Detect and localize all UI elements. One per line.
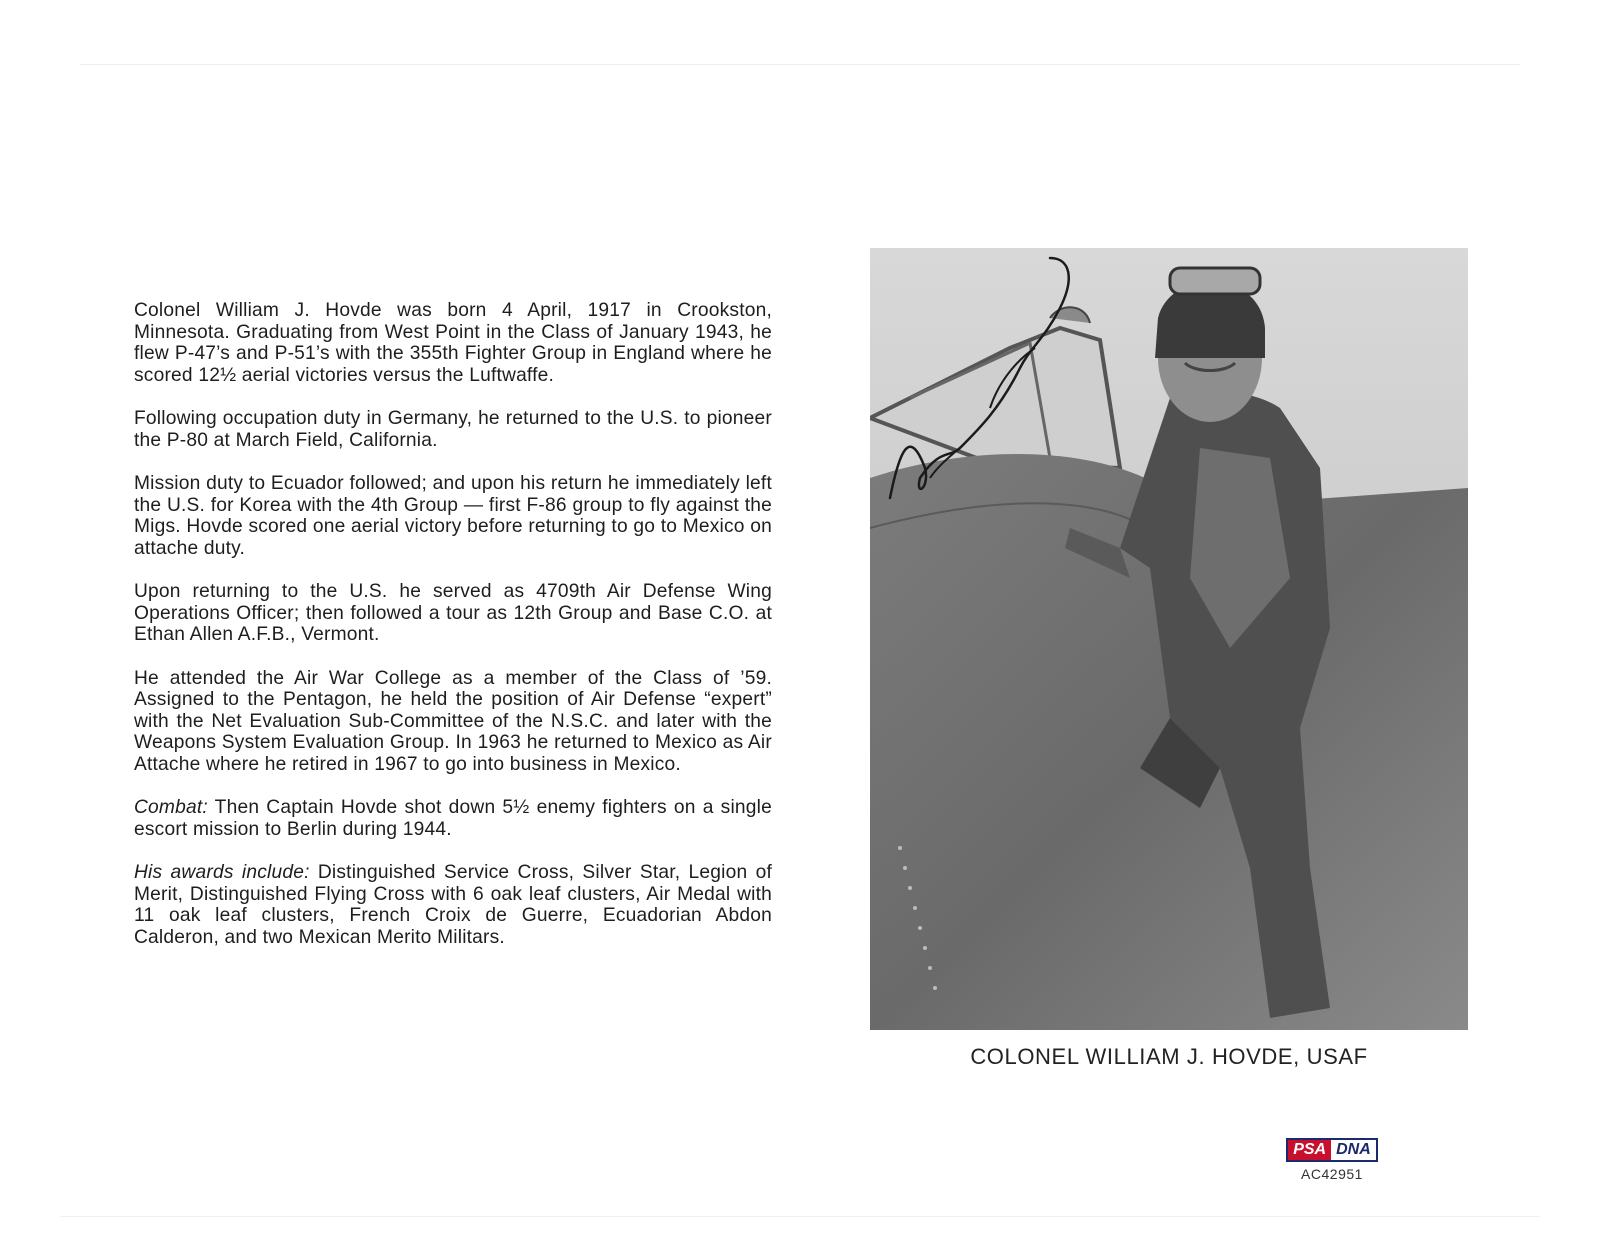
bio-paragraph-korea: Mission duty to Ecuador followed; and upon his return he immediately left the U.S. for Korea with the 4th Group — first F-86 group to fly against the Migs. Hovde scored one aerial victory before returning to go to Mexico on attache duty.	[134, 473, 772, 559]
awards-lead: His awards include:	[134, 862, 310, 883]
authentication-sticker	[1282, 1138, 1382, 1182]
bio-paragraph-birth: Colonel William J. Hovde was born 4 April, 1917 in Crookston, Minnesota. Graduating from West Point in the Class of January 1943, he flew P-47’s and P-51’s with the 355th Fighter Group in England where he scored 12½ aerial victories versus the Luftwaffe.	[134, 300, 772, 386]
photo-caption: COLONEL WILLIAM J. HOVDE, USAF	[970, 1044, 1368, 1069]
bio-paragraph-combat	[134, 797, 772, 840]
pilot-photo-illustration	[870, 248, 1468, 1030]
combat-lead: Combat:	[134, 797, 208, 818]
logo-left-text: PSA	[1288, 1140, 1331, 1160]
logo-right-text: DNA	[1331, 1140, 1376, 1160]
awards-text: Distinguished Service Cross, Silver Star, Legion of Merit, Distinguished Flying Cross with 6 oak leaf clusters, Air Medal with 11 oak leaf clusters, French Croix de Guerre, Ecuadorian Abdon Calderon, and two Mexican Merito Militars.	[134, 862, 773, 948]
bottom-divider	[60, 1216, 1540, 1217]
top-divider	[80, 64, 1520, 65]
combat-text: Then Captain Hovde shot down 5½ enemy fighters on a single escort mission to Berlin during 1944.	[134, 797, 772, 840]
bio-paragraph-air-defense: Upon returning to the U.S. he served as 4709th Air Defense Wing Operations Officer; then followed a tour as 12th Group and Base C.O. at Ethan Allen A.F.B., Vermont.	[134, 581, 772, 645]
authentication-number: AC42951	[1301, 1166, 1363, 1182]
biography-text	[134, 300, 772, 970]
bio-paragraph-occupation: Following occupation duty in Germany, he returned to the U.S. to pioneer the P-80 at March Field, California.	[134, 408, 772, 451]
psa-dna-logo	[1286, 1138, 1378, 1162]
bio-paragraph-pentagon: He attended the Air War College as a member of the Class of ’59. Assigned to the Pentagon, he held the position of Air Defense “expert” with the Net Evaluation Sub-Committee of the N.S.C. and later with the Weapons System Evaluation Group. In 1963 he returned to Mexico as Air Attache where he retired in 1967 to go into business in Mexico.	[134, 667, 772, 775]
pilot-photo	[870, 248, 1468, 1030]
bio-paragraph-awards	[134, 862, 772, 948]
